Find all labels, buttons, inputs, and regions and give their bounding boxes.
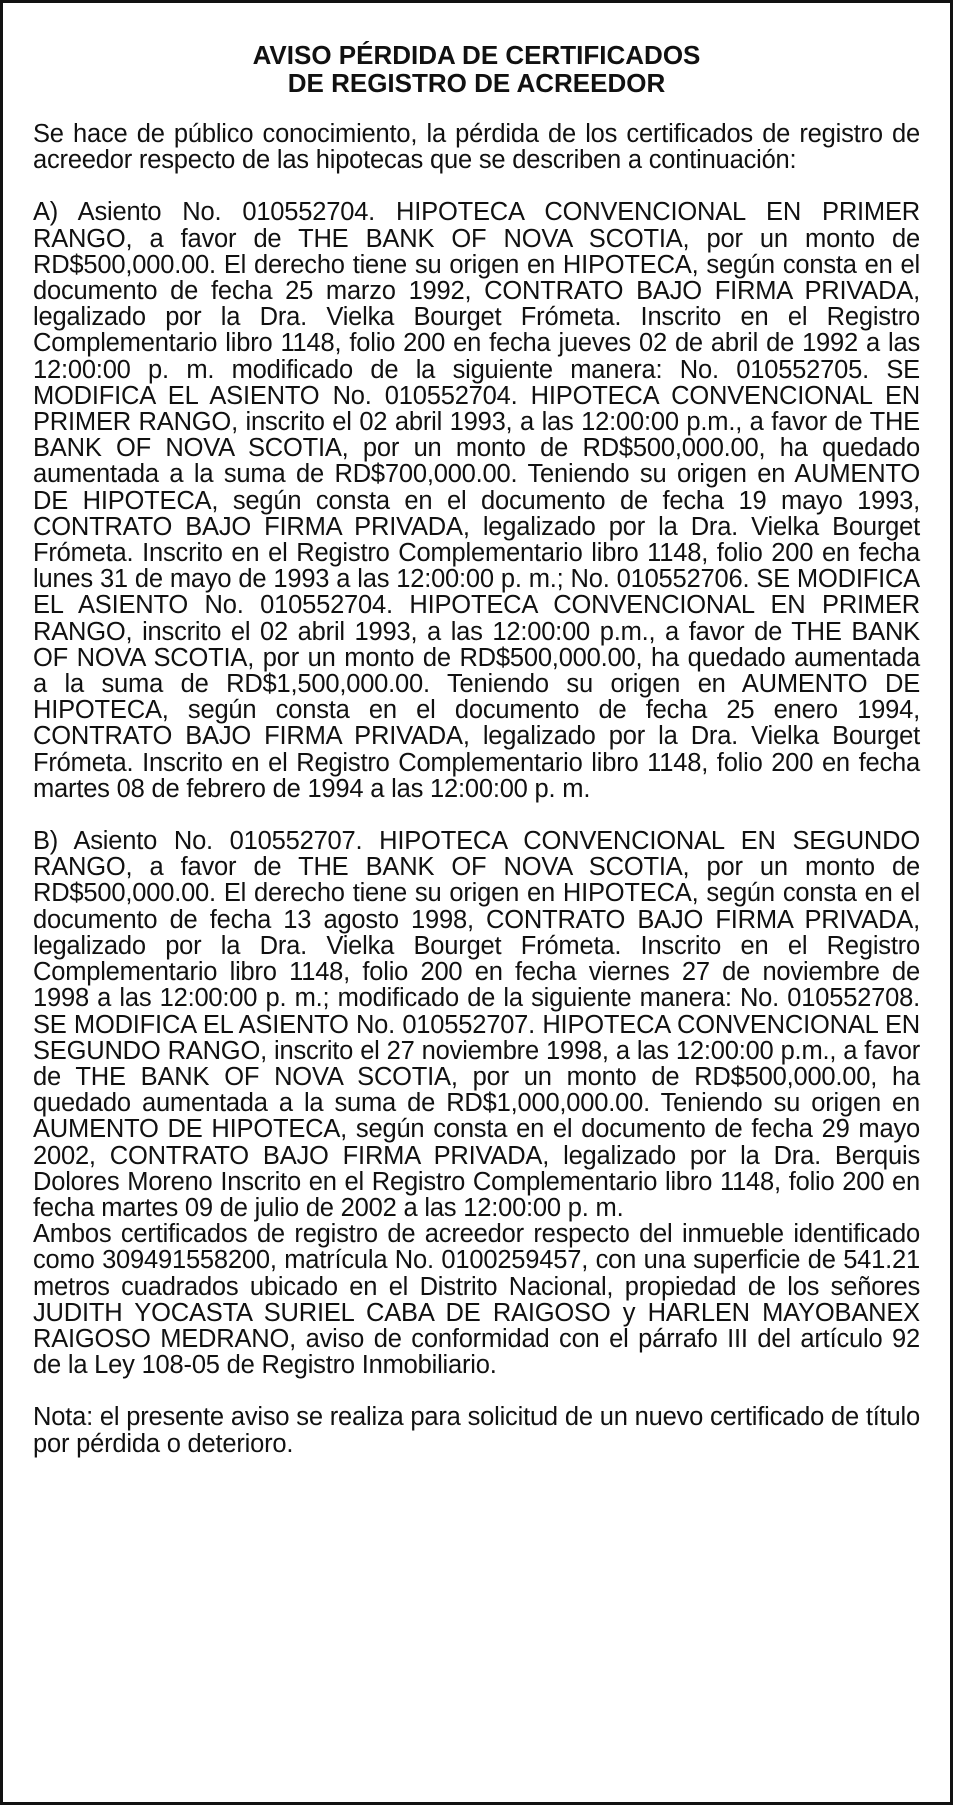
intro-paragraph: Se hace de público conocimiento, la pérdida de los certificados de registro de acreedor respecto de las hipotecas que se describen a continuación: [33, 120, 920, 175]
section-b-paragraph: B) Asiento No. 010552707. HIPOTECA CONVENCIONAL EN SEGUNDO RANGO, a favor de THE BANK OF NOVA SCOTIA, por un monto de RD$500,000.00. El derecho tiene su origen en HIPOTECA, según consta en el documento de fecha 13 agosto 1998, CONTRATO BAJO FIRMA PRIVADA, legalizado por la Dra. Vielka Bourget Frómeta. Inscrito en el Registro Complementario libro 1148, folio 200 en fecha viernes 27 de noviembre de 1998 a las 12:00:00 p. m.; modificado de la siguiente manera: No. 010552708. SE MODIFICA EL ASIENTO No. 010552707. HIPOTECA CONVENCIONAL EN SEGUNDO RANGO, inscrito el 27 noviembre 1998, a las 12:00:00 p.m., a favor de THE BANK OF NOVA SCOTIA, por un monto de RD$500,000.00, ha quedado aumentada a la suma de RD$1,000,000.00. Teniendo su origen en AUMENTO DE HIPOTECA, según consta en el documento de fecha 29 mayo 2002, CONTRATO BAJO FIRMA PRIVADA, legalizado por la Dra. Berquis Dolores Moreno Inscrito en el Registro Complementario libro 1148, folio 200 en fecha martes 09 de julio de 2002 a las 12:00:00 p. m. [33, 827, 920, 1222]
note-paragraph: Nota: el presente aviso se realiza para solicitud de un nuevo certificado de título por pérdida o deterioro. [33, 1403, 920, 1458]
title-line-1: AVISO PÉRDIDA DE CERTIFICADOS [252, 40, 701, 70]
property-paragraph: Ambos certificados de registro de acreedor respecto del inmueble identificado como 309491558200, matrícula No. 0100259457, con una superficie de 541.21 metros cuadrados ubicado en el Distrito Nacional, propiedad de los señores JUDITH YOCASTA SURIEL CABA DE RAIGOSO y HARLEN MAYOBANEX RAIGOSO MEDRANO, aviso de conformidad con el párrafo III del artículo 92 de la Ley 108-05 de Registro Inmobiliario. [33, 1220, 920, 1380]
section-a-paragraph: A) Asiento No. 010552704. HIPOTECA CONVENCIONAL EN PRIMER RANGO, a favor de THE BANK OF NOVA SCOTIA, por un monto de RD$500,000.00. El derecho tiene su origen en HIPOTECA, según consta en el documento de fecha 25 marzo 1992, CONTRATO BAJO FIRMA PRIVADA, legalizado por la Dra. Vielka Bourget Frómeta. Inscrito en el Registro Complementario libro 1148, folio 200 en fecha jueves 02 de abril de 1992 a las 12:00:00 p. m. modificado de la siguiente manera: No. 010552705. SE MODIFICA EL ASIENTO No. 010552704. HIPOTECA CONVENCIONAL EN PRIMER RANGO, inscrito el 02 abril 1993, a las 12:00:00 p.m., a favor de THE BANK OF NOVA SCOTIA, por un monto de RD$500,000.00, ha quedado aumentada a la suma de RD$700,000.00. Teniendo su origen en AUMENTO DE HIPOTECA, según consta en el documento de fecha 19 mayo 1993, CONTRATO BAJO FIRMA PRIVADA, legalizado por la Dra. Vielka Bourget Frómeta. Inscrito en el Registro Complementario libro 1148, folio 200 en fecha lunes 31 de mayo de 1993 a las 12:00:00 p. m.; No. 010552706. SE MODIFICA EL ASIENTO No. 010552704. HIPOTECA CONVENCIONAL EN PRIMER RANGO, inscrito el 02 abril 1993, a las 12:00:00 p.m., a favor de THE BANK OF NOVA SCOTIA, por un monto de RD$500,000.00, ha quedado aumentada a la suma de RD$1,500,000.00. Teniendo su origen en AUMENTO DE HIPOTECA, según consta en el documento de fecha 25 enero 1994, CONTRATO BAJO FIRMA PRIVADA, legalizado por la Dra. Vielka Bourget Frómeta. Inscrito en el Registro Complementario libro 1148, folio 200 en fecha martes 08 de febrero de 1994 a las 12:00:00 p. m. [33, 198, 920, 803]
notice-title [33, 41, 920, 97]
title-line-2: DE REGISTRO DE ACREEDOR [287, 68, 666, 98]
